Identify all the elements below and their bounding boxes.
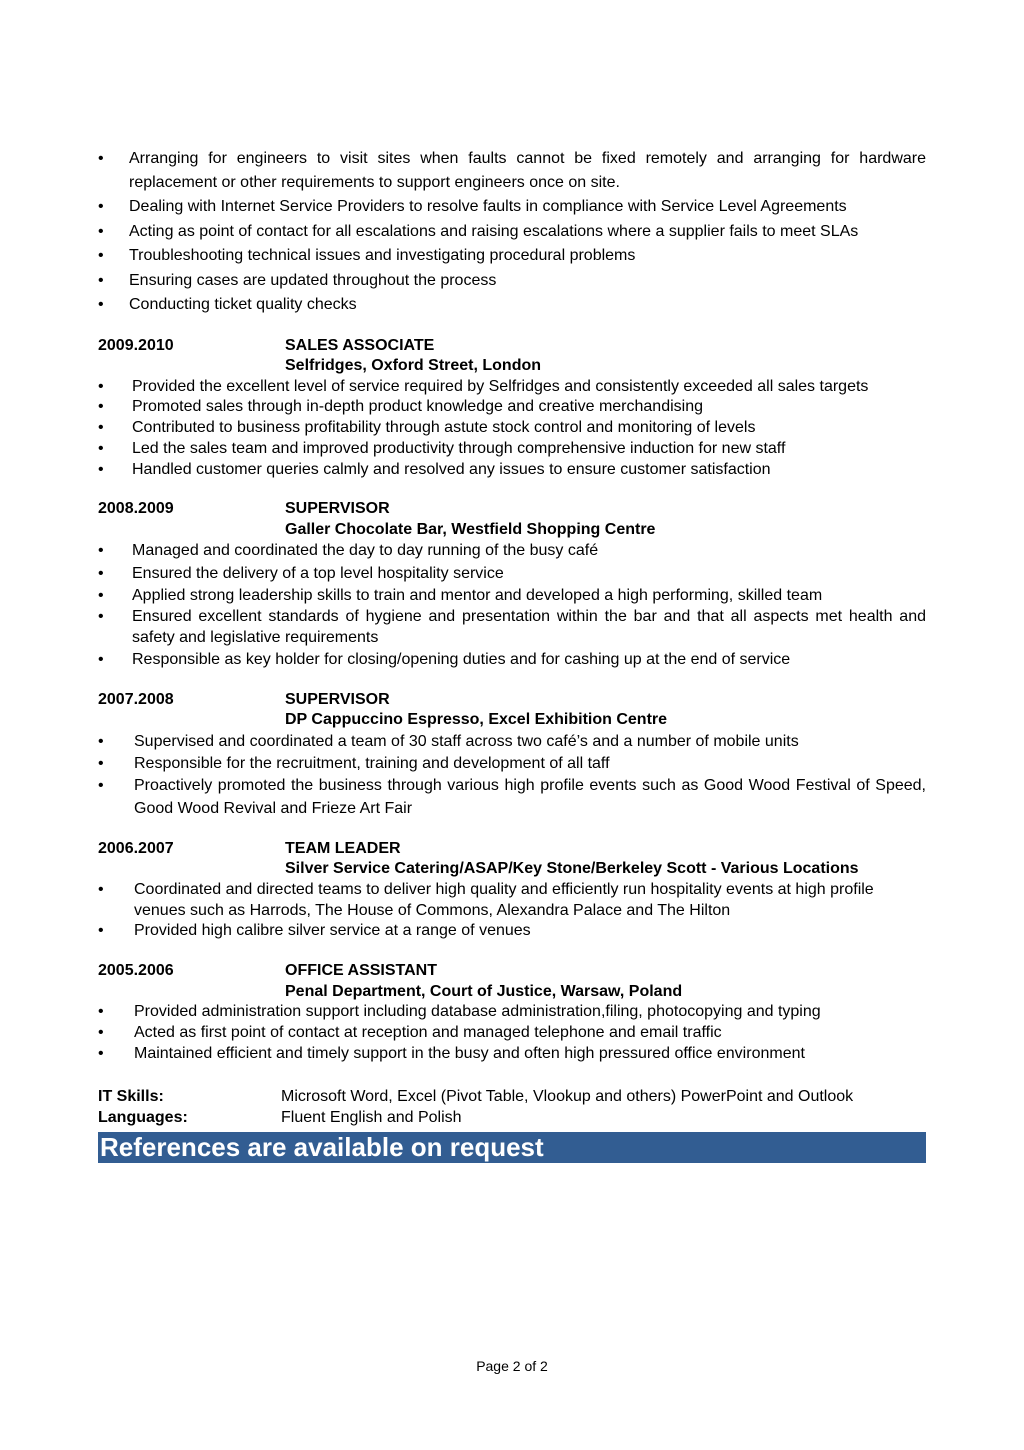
skills-section bbox=[98, 1087, 926, 1128]
list-item: • Acting as point of contact for all escalations and raising escalations where a supplier fails to meet SLAs bbox=[98, 220, 926, 244]
list-item: • Ensuring cases are updated throughout the process bbox=[98, 269, 926, 293]
job-bullet-list bbox=[98, 880, 926, 942]
job-entry-supervisor-dp bbox=[98, 690, 926, 820]
job-header bbox=[98, 839, 926, 880]
resume-page bbox=[98, 147, 926, 1163]
list-item: • Ensured excellent standards of hygiene and presentation within the bar and that all aspects met health and safety and legislative requirements bbox=[98, 608, 926, 646]
list-item: • Applied strong leadership skills to train and mentor and developed a high performing, skilled team bbox=[98, 585, 926, 607]
job-bullet-list bbox=[98, 377, 926, 481]
bullet-icon: • bbox=[98, 608, 104, 626]
bullet-icon: • bbox=[98, 1003, 104, 1021]
list-item: • Promoted sales through in-depth product knowledge and creative merchandising bbox=[98, 397, 926, 418]
job-employer: Penal Department, Court of Justice, Warsaw, Poland bbox=[285, 982, 683, 1000]
bullet-icon: • bbox=[98, 777, 104, 795]
list-item: • Acted as first point of contact at reception and managed telephone and email traffic bbox=[98, 1023, 926, 1044]
it-skills-value: Microsoft Word, Excel (Pivot Table, Vlookup and others) PowerPoint and Outlook bbox=[281, 1088, 854, 1106]
job-header bbox=[98, 690, 926, 731]
job-bullet-list bbox=[98, 540, 926, 670]
list-item: • Arranging for engineers to visit sites when faults cannot be fixed remotely and arranging for hardware replacement or other requirements to support engineers once on site. bbox=[98, 147, 926, 194]
list-item: • Dealing with Internet Service Providers to resolve faults in compliance with Service Level Agreements bbox=[98, 195, 926, 219]
bullet-icon: • bbox=[98, 880, 104, 898]
job-header bbox=[98, 961, 926, 1002]
job-title: SUPERVISOR bbox=[285, 690, 390, 708]
job-entry-office-assistant bbox=[98, 961, 926, 1064]
job-title: TEAM LEADER bbox=[285, 839, 401, 857]
list-item: • Provided the excellent level of service required by Selfridges and consistently exceeded all sales targets bbox=[98, 377, 926, 398]
bullet-icon: • bbox=[98, 586, 104, 604]
it-skills-row bbox=[98, 1087, 926, 1108]
list-item: • Managed and coordinated the day to day running of the busy café bbox=[98, 540, 926, 562]
job-date: 2005.2006 bbox=[98, 962, 174, 980]
job-title: SALES ASSOCIATE bbox=[285, 336, 435, 354]
job-employer: Silver Service Catering/ASAP/Key Stone/Berkeley Scott - Various Locations bbox=[285, 860, 859, 878]
job-entry-supervisor-galler bbox=[98, 499, 926, 670]
bullet-icon: • bbox=[98, 222, 104, 240]
page-number: Page 2 of 2 bbox=[476, 1358, 548, 1374]
list-item: • Supervised and coordinated a team of 30 staff across two café’s and a number of mobile units bbox=[98, 731, 926, 753]
job-header bbox=[98, 499, 926, 540]
bullet-icon: • bbox=[98, 296, 104, 313]
responsibilities-list bbox=[98, 147, 926, 317]
list-item: • Provided high calibre silver service at a range of venues bbox=[98, 921, 926, 942]
languages-row bbox=[98, 1108, 926, 1129]
list-item: • Maintained efficient and timely support in the busy and often high pressured office environment bbox=[98, 1044, 926, 1065]
list-item: • Responsible as key holder for closing/opening duties and for cashing up at the end of service bbox=[98, 649, 926, 671]
bullet-icon: • bbox=[98, 1044, 104, 1062]
job-bullet-list bbox=[98, 731, 926, 820]
bullet-icon: • bbox=[98, 150, 104, 167]
job-title: OFFICE ASSISTANT bbox=[285, 962, 437, 980]
bullet-icon: • bbox=[98, 247, 104, 264]
list-item: • Contributed to business profitability through astute stock control and monitoring of levels bbox=[98, 418, 926, 439]
bullet-icon: • bbox=[98, 564, 104, 582]
bullet-icon: • bbox=[98, 650, 104, 668]
bullet-icon: • bbox=[98, 419, 104, 437]
bullet-icon: • bbox=[98, 377, 104, 395]
job-employer: Galler Chocolate Bar, Westfield Shopping Centre bbox=[285, 520, 656, 538]
job-title: SUPERVISOR bbox=[285, 500, 390, 518]
list-item: • Conducting ticket quality checks bbox=[98, 293, 926, 317]
job-entry-sales-associate bbox=[98, 336, 926, 481]
job-employer: Selfridges, Oxford Street, London bbox=[285, 357, 542, 374]
bullet-icon: • bbox=[98, 542, 104, 560]
bullet-icon: • bbox=[98, 1023, 104, 1041]
list-item: • Coordinated and directed teams to deliver high quality and efficiently run hospitality events at high profile venues such as Harrods, The House of Commons, Alexandra Palace and The Hilton bbox=[98, 880, 874, 919]
bullet-icon: • bbox=[98, 439, 104, 457]
it-skills-label: IT Skills: bbox=[98, 1088, 164, 1106]
references-banner: References are available on request bbox=[98, 1132, 926, 1163]
list-item: • Responsible for the recruitment, training and development of all taff bbox=[98, 753, 926, 775]
job-employer: DP Cappuccino Espresso, Excel Exhibition Centre bbox=[285, 711, 668, 729]
bullet-icon: • bbox=[98, 460, 104, 478]
job-bullet-list bbox=[98, 1002, 926, 1064]
list-item: • Troubleshooting technical issues and investigating procedural problems bbox=[98, 244, 926, 268]
job-date: 2009.2010 bbox=[98, 336, 174, 354]
list-item: • Ensured the delivery of a top level hospitality service bbox=[98, 563, 926, 585]
list-item: • Handled customer queries calmly and resolved any issues to ensure customer satisfaction bbox=[98, 460, 926, 481]
bullet-icon: • bbox=[98, 198, 104, 215]
list-item: • Led the sales team and improved productivity through comprehensive induction for new staff bbox=[98, 439, 926, 460]
job-header bbox=[98, 336, 926, 377]
bullet-icon: • bbox=[98, 732, 104, 750]
languages-value: Fluent English and Polish bbox=[281, 1108, 462, 1126]
bullet-icon: • bbox=[98, 271, 104, 289]
job-date: 2008.2009 bbox=[98, 500, 174, 518]
list-item: • Proactively promoted the business through various high profile events such as Good Wood Festival of Speed, Good Wood Revival and Frieze Art Fair bbox=[98, 777, 926, 817]
bullet-icon: • bbox=[98, 398, 104, 416]
job-date: 2007.2008 bbox=[98, 690, 174, 708]
job-date: 2006.2007 bbox=[98, 839, 174, 857]
languages-label: Languages: bbox=[98, 1108, 188, 1126]
list-item: • Provided administration support including database administration,filing, photocopying and typing bbox=[98, 1002, 926, 1023]
bullet-icon: • bbox=[98, 922, 104, 940]
bullet-icon: • bbox=[98, 755, 104, 773]
job-entry-team-leader bbox=[98, 839, 926, 942]
